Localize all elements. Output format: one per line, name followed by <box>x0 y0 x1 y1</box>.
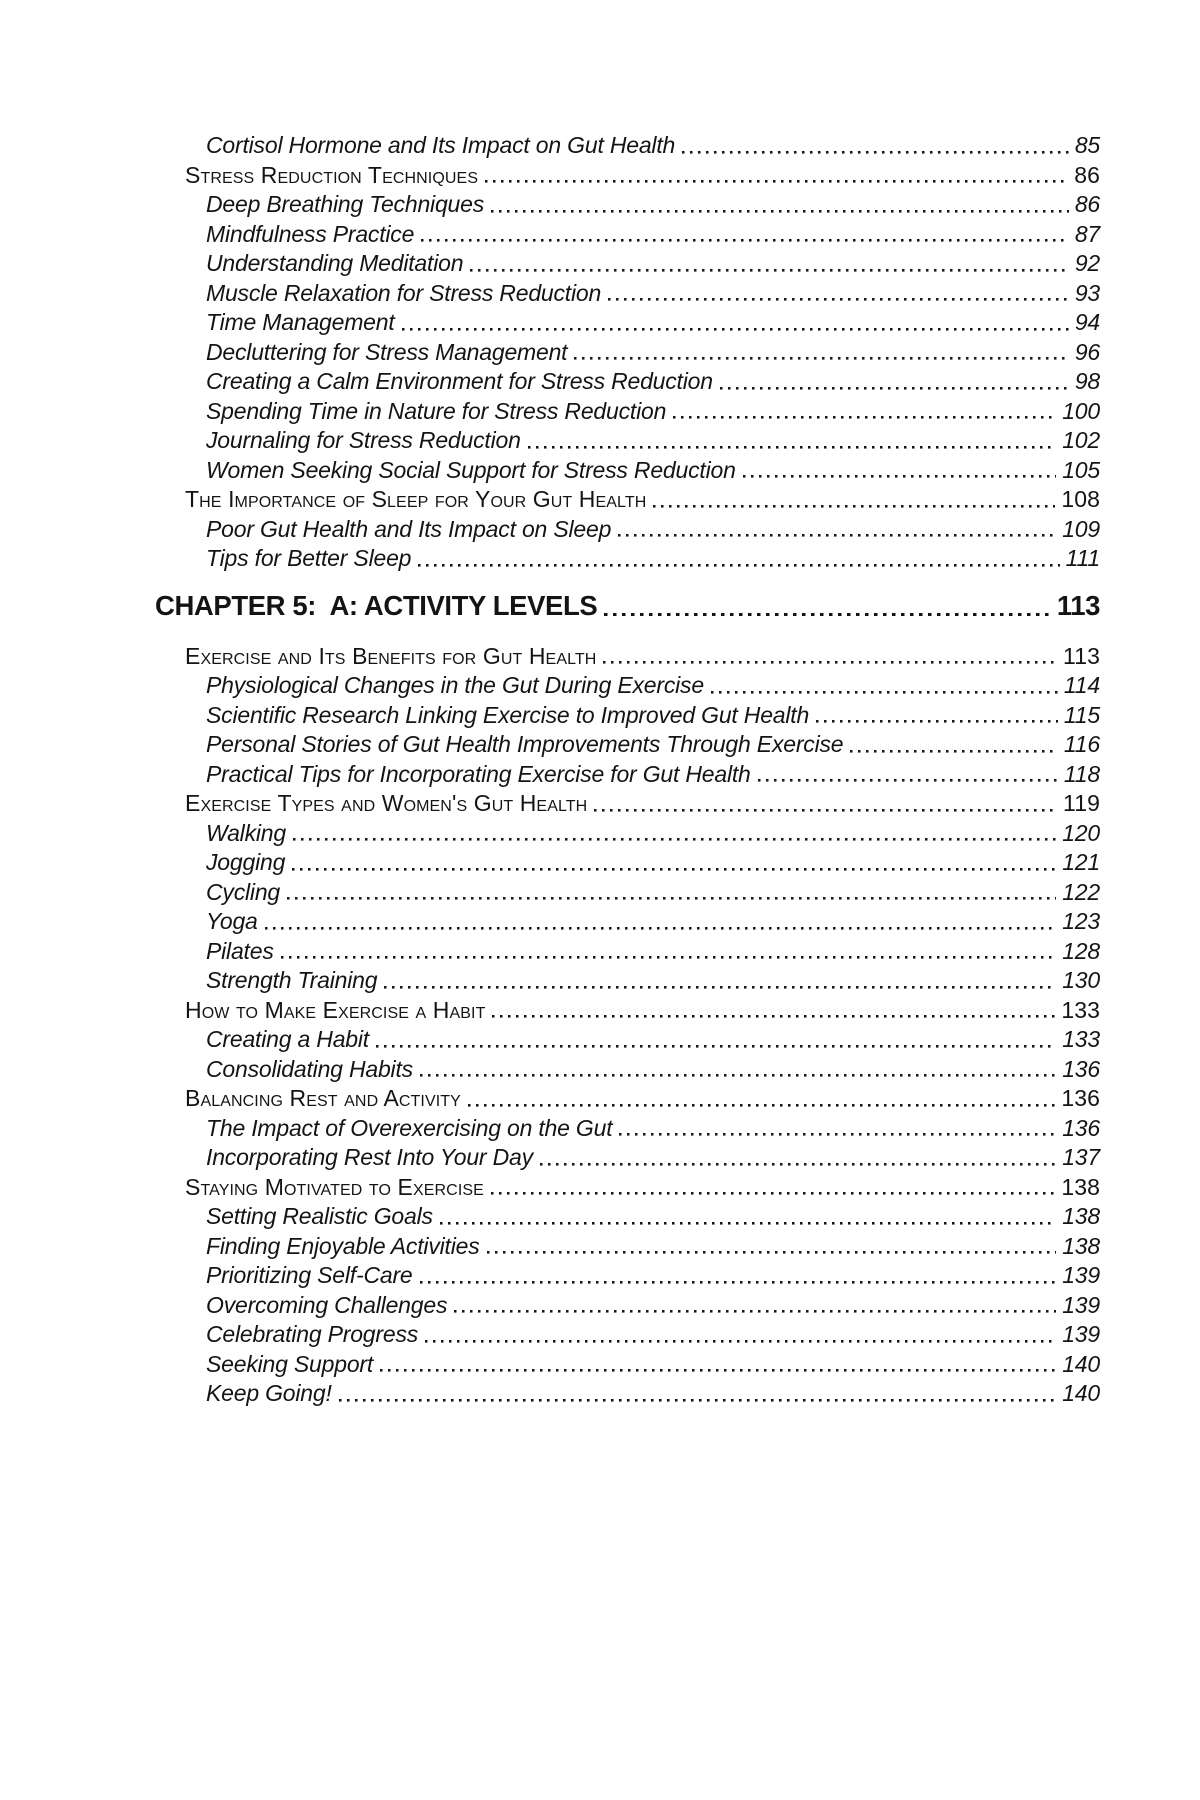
toc-entry-page-number: 122 <box>1062 878 1100 905</box>
dot-leader <box>454 1291 1056 1321</box>
toc-entry-label: Seeking Support <box>206 1350 374 1377</box>
dot-leader <box>376 1025 1056 1055</box>
toc-entry[interactable] <box>155 190 1100 220</box>
toc-entry-page-number: 86 <box>1074 191 1100 217</box>
toc-entry-label: Consolidating Habits <box>206 1055 413 1082</box>
toc-entry-page-number: 133 <box>1061 996 1100 1023</box>
dot-leader <box>491 190 1069 220</box>
dot-leader <box>673 397 1056 427</box>
toc-entry-label: Scientific Research Linking Exercise to Improved Gut Health <box>206 701 810 728</box>
toc-entry-label: Journaling for Stress Reduction <box>206 427 521 453</box>
dot-leader <box>682 131 1069 161</box>
toc-entry-label: Overcoming Challenges <box>206 1291 448 1318</box>
toc-entry[interactable] <box>155 1320 1100 1350</box>
toc-entry-label: Pilates <box>206 937 274 964</box>
toc-entry-page-number: 140 <box>1062 1350 1100 1377</box>
dot-leader <box>287 878 1056 908</box>
toc-entry-label: Creating a Calm Environment for Stress Reduction <box>206 368 713 394</box>
toc-entry[interactable] <box>155 1055 1100 1085</box>
toc-entry[interactable] <box>155 789 1100 819</box>
toc-entry-page-number: 116 <box>1063 731 1100 757</box>
dot-leader <box>420 1055 1056 1085</box>
toc-entry-page-number: 118 <box>1063 760 1100 787</box>
toc-entry-page-number: 114 <box>1063 672 1100 698</box>
dot-leader <box>339 1379 1057 1409</box>
toc-entry-page-number: 138 <box>1062 1203 1100 1229</box>
toc-entry[interactable] <box>155 1350 1100 1380</box>
toc-entry-label: CHAPTER 5: A: ACTIVITY LEVELS <box>155 589 598 621</box>
toc-entry[interactable] <box>155 249 1100 279</box>
toc-entry[interactable] <box>155 937 1100 967</box>
toc-entry[interactable] <box>155 161 1100 191</box>
dot-leader <box>574 338 1068 368</box>
toc-entry-page-number: 115 <box>1063 701 1100 728</box>
dot-leader <box>470 249 1069 279</box>
toc-entry[interactable] <box>155 1025 1100 1055</box>
toc-entry-page-number: 140 <box>1062 1380 1100 1406</box>
dot-leader <box>528 426 1057 456</box>
dot-leader <box>265 907 1057 937</box>
toc-entry[interactable] <box>155 1114 1100 1144</box>
toc-entry[interactable] <box>155 730 1100 760</box>
toc-entry-label: Finding Enjoyable Activities <box>206 1232 480 1259</box>
toc-entry[interactable] <box>155 907 1100 937</box>
toc-entry-label: How to Make Exercise a Habit <box>185 996 486 1023</box>
dot-leader <box>440 1202 1056 1232</box>
toc-entry-page-number: 139 <box>1062 1291 1100 1318</box>
toc-entry-page-number: 136 <box>1062 1055 1100 1082</box>
toc-list <box>155 131 1100 1409</box>
toc-entry-page-number: 98 <box>1074 368 1100 394</box>
toc-entry-page-number: 138 <box>1061 1173 1100 1200</box>
toc-entry-label: The Impact of Overexercising on the Gut <box>206 1114 613 1141</box>
dot-leader <box>292 848 1056 878</box>
dot-leader <box>608 279 1069 309</box>
toc-entry[interactable] <box>155 1202 1100 1232</box>
dot-leader <box>850 730 1058 760</box>
dot-leader <box>402 308 1069 338</box>
dot-leader <box>618 515 1056 545</box>
toc-entry-label: Stress Reduction Techniques <box>185 161 479 188</box>
dot-leader <box>491 1173 1055 1203</box>
dot-leader <box>418 544 1059 574</box>
toc-entry-label: Jogging <box>206 849 286 875</box>
toc-entry[interactable] <box>155 1084 1100 1114</box>
toc-entry-label: Decluttering for Stress Management <box>206 338 568 365</box>
toc-entry-label: Muscle Relaxation for Stress Reduction <box>206 279 602 306</box>
toc-entry[interactable] <box>155 544 1100 574</box>
toc-entry-page-number: 109 <box>1062 515 1100 542</box>
dot-leader <box>540 1143 1056 1173</box>
dot-leader <box>468 1084 1055 1114</box>
toc-entry-label: Creating a Habit <box>206 1026 369 1052</box>
toc-entry[interactable] <box>155 1143 1100 1173</box>
toc-entry[interactable] <box>155 1261 1100 1291</box>
toc-entry[interactable] <box>155 426 1100 456</box>
dot-leader <box>487 1232 1057 1262</box>
toc-entry-label: Exercise Types and Women's Gut Health <box>185 790 588 816</box>
toc-entry-label: Tips for Better Sleep <box>206 545 412 571</box>
toc-entry-label: Deep Breathing Techniques <box>206 191 485 217</box>
toc-entry-label: Walking <box>206 819 286 846</box>
toc-entry[interactable] <box>155 642 1100 672</box>
dot-leader <box>384 966 1056 996</box>
toc-entry-label: Poor Gut Health and Its Impact on Sleep <box>206 515 612 542</box>
toc-entry-page-number: 120 <box>1062 819 1100 846</box>
toc-entry-page-number: 133 <box>1062 1026 1100 1052</box>
toc-entry[interactable] <box>155 308 1100 338</box>
dot-leader <box>420 1261 1057 1291</box>
toc-entry-page-number: 137 <box>1062 1144 1100 1170</box>
toc-entry-page-number: 100 <box>1062 397 1100 424</box>
toc-entry[interactable] <box>155 996 1100 1026</box>
toc-entry-label: Yoga <box>206 908 258 934</box>
toc-entry[interactable] <box>155 456 1100 486</box>
dot-leader <box>425 1320 1056 1350</box>
toc-entry[interactable] <box>155 220 1100 250</box>
dot-leader <box>594 789 1057 819</box>
toc-entry-label: The Importance of Sleep for Your Gut Health <box>185 486 647 512</box>
toc-entry[interactable] <box>155 1173 1100 1203</box>
toc-entry[interactable] <box>155 1291 1100 1321</box>
toc-entry-page-number: 108 <box>1061 486 1100 512</box>
toc-entry-label: Understanding Meditation <box>206 250 464 276</box>
toc-entry-label: Cycling <box>206 878 281 905</box>
dot-leader <box>485 161 1068 191</box>
toc-entry-label: Staying Motivated to Exercise <box>185 1173 484 1200</box>
toc-entry[interactable] <box>155 671 1100 701</box>
toc-entry-label: Mindfulness Practice <box>206 220 415 247</box>
toc-entry-page-number: 113 <box>1056 589 1100 621</box>
toc-entry-label: Cortisol Hormone and Its Impact on Gut Health <box>206 132 676 158</box>
toc-entry-page-number: 139 <box>1062 1321 1100 1347</box>
dot-leader <box>281 937 1057 967</box>
toc-entry-page-number: 123 <box>1062 908 1100 934</box>
toc-entry-page-number: 130 <box>1062 967 1100 993</box>
dot-leader <box>293 819 1056 849</box>
toc-entry-label: Physiological Changes in the Gut During Exercise <box>206 672 704 698</box>
dot-leader <box>816 701 1058 731</box>
dot-leader <box>743 456 1057 486</box>
toc-entry[interactable] <box>155 1232 1100 1262</box>
toc-entry[interactable] <box>155 1379 1100 1409</box>
toc-entry[interactable] <box>155 515 1100 545</box>
toc-entry[interactable] <box>155 485 1100 515</box>
dot-leader <box>711 671 1058 701</box>
toc-entry-page-number: 96 <box>1074 338 1100 365</box>
toc-entry[interactable] <box>155 131 1100 161</box>
toc-entry-label: Incorporating Rest Into Your Day <box>206 1144 533 1170</box>
toc-entry[interactable] <box>155 587 1100 625</box>
toc-entry[interactable] <box>155 279 1100 309</box>
toc-entry-label: Prioritizing Self-Care <box>206 1262 413 1288</box>
toc-entry[interactable] <box>155 397 1100 427</box>
toc-entry-page-number: 94 <box>1074 309 1100 335</box>
dot-leader <box>653 485 1055 515</box>
toc-entry-label: Spending Time in Nature for Stress Reduction <box>206 397 667 424</box>
toc-entry-label: Celebrating Progress <box>206 1321 419 1347</box>
dot-leader <box>604 587 1051 625</box>
toc-entry[interactable] <box>155 338 1100 368</box>
toc-entry[interactable] <box>155 966 1100 996</box>
toc-entry[interactable] <box>155 701 1100 731</box>
toc-entry-page-number: 128 <box>1062 937 1100 964</box>
dot-leader <box>619 1114 1056 1144</box>
toc-entry-page-number: 119 <box>1063 790 1100 816</box>
toc-entry-page-number: 113 <box>1063 642 1100 669</box>
dot-leader <box>758 760 1058 790</box>
toc-entry-label: Practical Tips for Incorporating Exercise for Gut Health <box>206 760 751 787</box>
toc-entry-page-number: 93 <box>1074 279 1100 306</box>
toc-entry[interactable] <box>155 819 1100 849</box>
toc-entry-label: Strength Training <box>206 967 378 993</box>
toc-entry-label: Keep Going! <box>206 1380 332 1406</box>
toc-entry-label: Time Management <box>206 309 395 335</box>
toc-entry[interactable] <box>155 367 1100 397</box>
toc-entry[interactable] <box>155 760 1100 790</box>
dot-leader <box>603 642 1057 672</box>
toc-entry-label: Women Seeking Social Support for Stress Reduction <box>206 456 736 483</box>
toc-entry-page-number: 87 <box>1074 220 1100 247</box>
toc-entry-page-number: 86 <box>1074 161 1100 188</box>
toc-entry-page-number: 138 <box>1062 1232 1100 1259</box>
toc-entry-label: Balancing Rest and Activity <box>185 1085 461 1111</box>
toc-entry-page-number: 92 <box>1074 250 1100 276</box>
dot-leader <box>380 1350 1056 1380</box>
toc-entry-page-number: 136 <box>1061 1085 1100 1111</box>
toc-entry-label: Setting Realistic Goals <box>206 1203 433 1229</box>
toc-entry[interactable] <box>155 848 1100 878</box>
dot-leader <box>421 220 1069 250</box>
toc-entry-page-number: 111 <box>1065 545 1100 571</box>
toc-entry-page-number: 121 <box>1062 849 1100 875</box>
toc-entry-page-number: 105 <box>1062 456 1100 483</box>
toc-entry-page-number: 139 <box>1062 1262 1100 1288</box>
dot-leader <box>720 367 1069 397</box>
toc-entry-page-number: 102 <box>1062 427 1100 453</box>
toc-entry-label: Exercise and Its Benefits for Gut Health <box>185 642 597 669</box>
dot-leader <box>492 996 1055 1026</box>
toc-entry-page-number: 136 <box>1062 1114 1100 1141</box>
toc-entry[interactable] <box>155 878 1100 908</box>
toc-entry-label: Personal Stories of Gut Health Improvements Through Exercise <box>206 731 844 757</box>
toc-entry-page-number: 85 <box>1074 132 1100 158</box>
